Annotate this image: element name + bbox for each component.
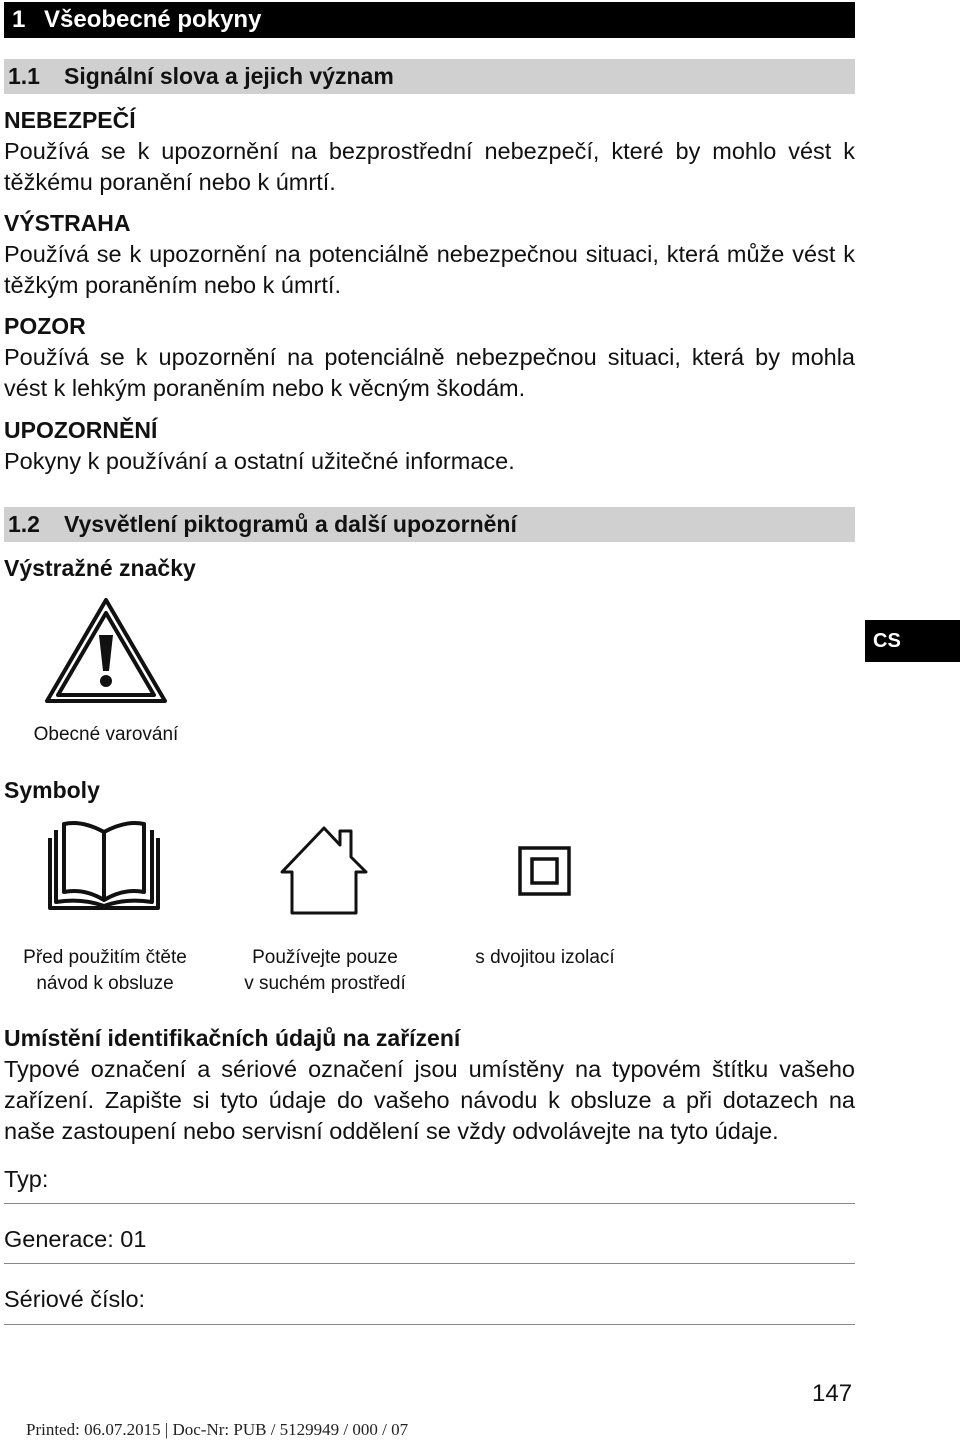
signal-word-danger: NEBEZPEČÍ xyxy=(4,107,136,133)
house-icon xyxy=(270,822,378,916)
signal-description-caution: Používá se k upozornění na potenciálně nebezpečnou situaci, která by mohla vést k lehkým poraněním nebo k věcným škodám. xyxy=(4,344,855,401)
caption-line: v suchém prostředí xyxy=(244,973,406,994)
symbol-caption-double-insulation xyxy=(448,945,642,971)
signal-description-danger: Používá se k upozornění na bezprostřední nebezpečí, které by mohlo vést k těžkému poranění nebo k úmrtí. xyxy=(4,138,855,195)
double-insulation-icon xyxy=(518,846,572,896)
section-title: Signální slova a jejich význam xyxy=(64,63,394,89)
signal-word-caution: POZOR xyxy=(4,313,86,339)
caption-line: Používejte pouze xyxy=(252,947,398,968)
chapter-heading xyxy=(4,2,855,38)
caption-line: Před použitím čtěte xyxy=(23,947,187,968)
chapter-title: Všeobecné pokyny xyxy=(44,6,262,33)
signal-word-notice: UPOZORNĚNÍ xyxy=(4,417,158,443)
open-book-icon xyxy=(48,818,160,910)
chapter-number: 1 xyxy=(12,6,26,33)
signal-word-warning: VÝSTRAHA xyxy=(4,210,131,236)
symbol-caption-read-manual xyxy=(0,945,210,997)
signal-description-notice: Pokyny k používání a ostatní užitečné informace. xyxy=(4,448,515,474)
general-warning-triangle-icon xyxy=(44,597,168,705)
identification-text: Typové označení a sériové označení jsou umístěny na typovém štítku vašeho zařízení. Zapište si tyto údaje do vašeho návodu k obsluze a při dotazech na naše zastoupení nebo servisní oddělení se vždy odvolávejte na tyto údaje. xyxy=(4,1056,855,1144)
signal-description-warning: Používá se k upozornění na potenciálně nebezpečnou situaci, která může vést k těžkým poraněním nebo k úmrtí. xyxy=(4,241,855,298)
field-generation-label: Generace: 01 xyxy=(4,1226,147,1252)
section-1-1-heading xyxy=(4,59,855,94)
section-number: 1.2 xyxy=(8,511,40,537)
symbols-heading: Symboly xyxy=(4,777,100,803)
field-divider xyxy=(4,1263,855,1264)
warning-caption: Obecné varování xyxy=(33,724,179,745)
print-footer: Printed: 06.07.2015 | Doc-Nr: PUB / 5129949 / 000 / 07 xyxy=(26,1420,409,1439)
page-number: 147 xyxy=(812,1380,853,1407)
identification-heading: Umístění identifikačních údajů na zařízení xyxy=(4,1025,461,1051)
section-1-2-heading xyxy=(4,507,855,542)
section-title: Vysvětlení piktogramů a další upozornění xyxy=(64,511,517,537)
caption-line: návod k obsluze xyxy=(36,973,174,994)
field-serial-label: Sériové číslo: xyxy=(4,1286,146,1312)
language-tab: CS xyxy=(865,620,960,662)
field-divider xyxy=(4,1203,855,1204)
section-number: 1.1 xyxy=(8,63,40,89)
field-divider xyxy=(4,1324,855,1325)
field-type-label: Typ: xyxy=(4,1166,49,1192)
warning-signs-heading: Výstražné značky xyxy=(4,555,196,581)
caption-line: s dvojitou izolací xyxy=(475,947,615,968)
symbol-caption-dry-use xyxy=(220,945,430,997)
